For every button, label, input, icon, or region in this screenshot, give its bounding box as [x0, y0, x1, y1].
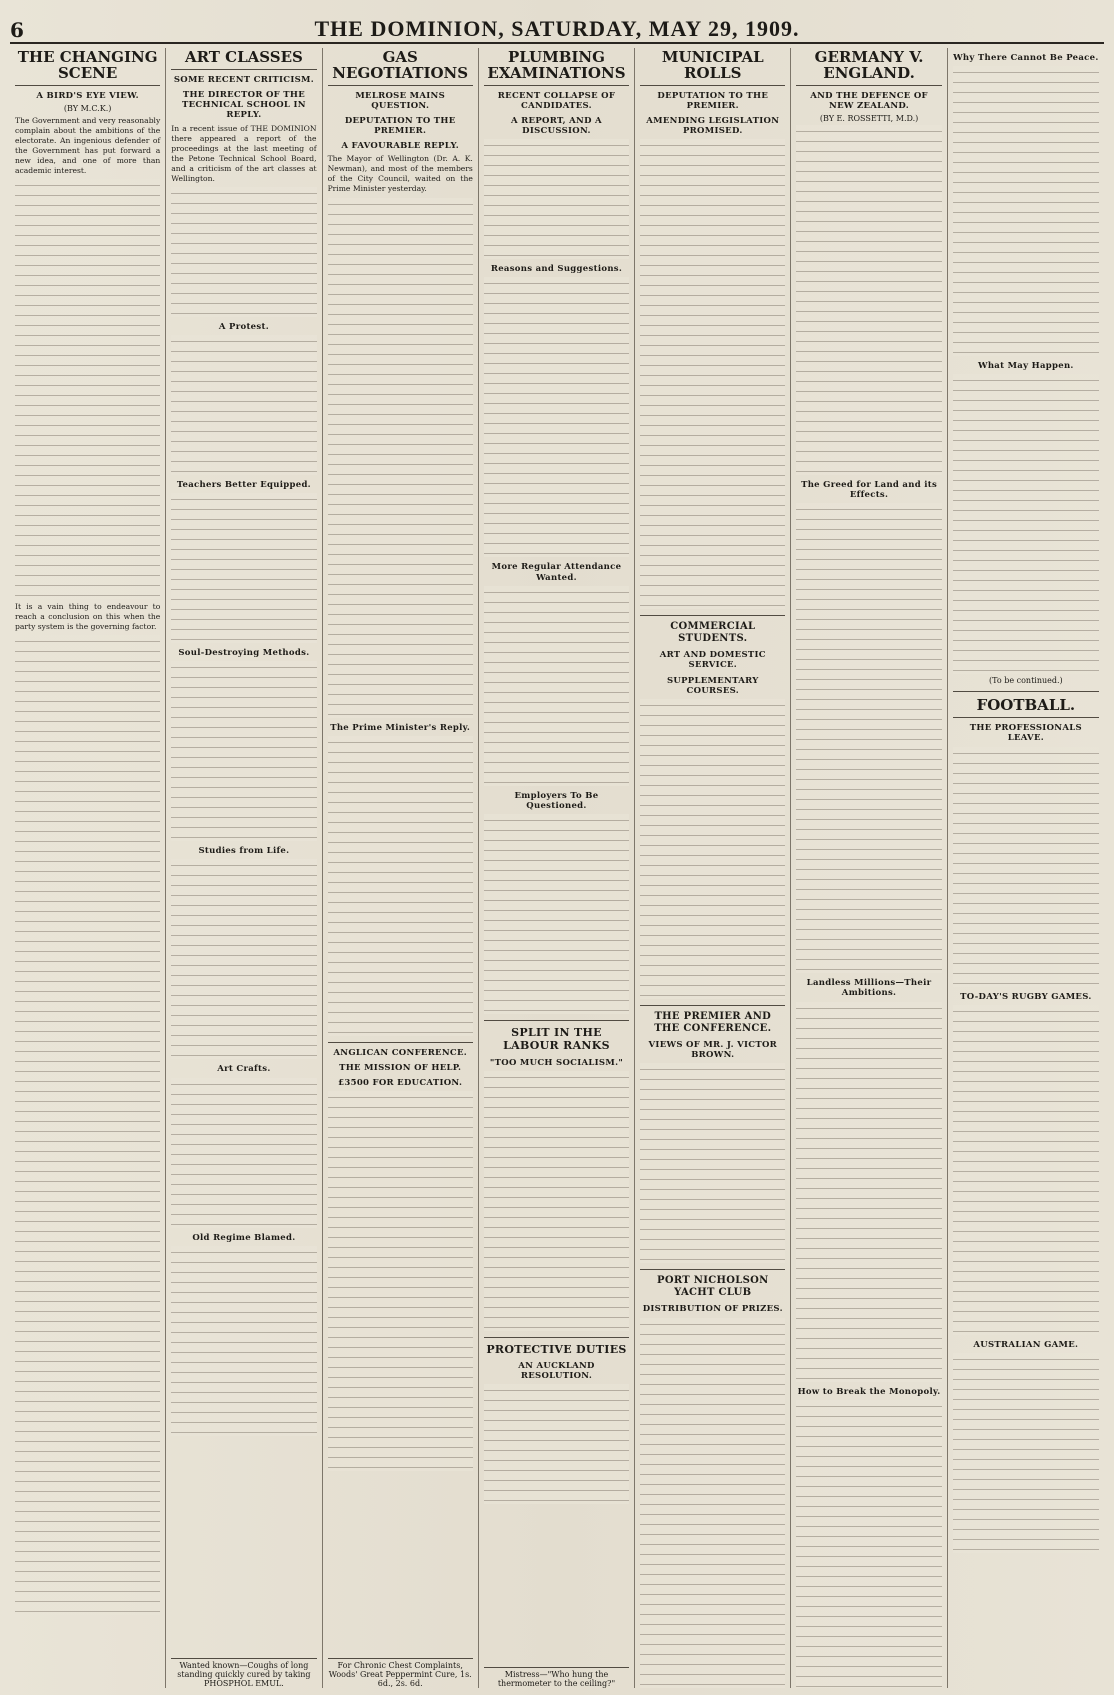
- column-art-classes: [166, 48, 322, 1688]
- column-municipal-rolls: [635, 48, 791, 1688]
- byline: (BY E. ROSSETTI, M.D.): [819, 113, 919, 123]
- masthead: [10, 8, 1104, 44]
- subheading: A Protest.: [218, 321, 269, 332]
- subheading: RECENT COLLAPSE OF CANDIDATES.: [497, 90, 616, 111]
- headline: FOOTBALL.: [953, 696, 1099, 718]
- advertisement: Mistress—"Who hung the thermometer to the ceiling?": [484, 1667, 629, 1688]
- article-columns: [10, 48, 1104, 1688]
- subheading: A REPORT, AND A DISCUSSION.: [511, 115, 602, 137]
- continued-note: (To be continued.): [989, 676, 1063, 686]
- subheading: SUPPLEMENTARY COURSES.: [666, 675, 759, 696]
- subheading: PROTECTIVE DUTIES: [486, 1342, 627, 1356]
- advertisement: Wanted known—Coughs of long standing quickly cured by taking PHOSPHOL EMUL.: [171, 1658, 316, 1688]
- subheading: A BIRD'S EYE VIEW.: [36, 90, 139, 101]
- subheading: THE PROFESSIONALS LEAVE.: [969, 723, 1082, 744]
- subheading: DEPUTATION TO THE PREMIER.: [344, 115, 456, 137]
- headline: GERMANY V. ENGLAND.: [796, 48, 941, 86]
- subheading: What May Happen.: [977, 361, 1074, 372]
- subheading: AND THE DEFENCE OF NEW ZEALAND.: [810, 90, 928, 111]
- subheading: Soul-Destroying Methods.: [178, 647, 310, 658]
- subheading: Landless Millions—Their Ambitions.: [806, 978, 932, 999]
- paragraph: It is a vain thing to endeavour to reach a conclusion on this when the party system is the governing factor.: [15, 601, 161, 631]
- column-football: [948, 48, 1104, 1688]
- paragraph: In a recent issue of THE DOMINION there appeared a report of the proceedings at the last meeting of the Petone Technical School Board, and a criticism of the art classes at Wellington.: [171, 123, 317, 183]
- subheading: DEPUTATION TO THE PREMIER.: [657, 90, 769, 111]
- subheading: £3500 FOR EDUCATION.: [338, 1078, 463, 1089]
- subheading: Why There Cannot Be Peace.: [953, 53, 1099, 63]
- subheading: AUSTRALIAN GAME.: [973, 1339, 1079, 1350]
- subheading: ART AND DOMESTIC SERVICE.: [659, 650, 766, 671]
- subheading: Art Crafts.: [217, 1064, 271, 1075]
- paragraph: The Government and very reasonably complain about the ambitions of the electorate. An ingenious defender of the Government has put forward a new idea, and one of more than academic interest.: [15, 115, 161, 175]
- headline: ART CLASSES: [171, 48, 316, 70]
- subheading: Old Regime Blamed.: [192, 1232, 296, 1243]
- subheading: SPLIT IN THE LABOUR RANKS: [503, 1026, 610, 1053]
- subheading: AMENDING LEGISLATION PROMISED.: [646, 115, 780, 137]
- page-number: 6: [10, 18, 24, 42]
- subheading: MELROSE MAINS QUESTION.: [355, 90, 446, 111]
- subheading: THE MISSION OF HELP.: [339, 1062, 462, 1073]
- column-plumbing-examinations: [479, 48, 635, 1688]
- column-gas-negotiations: [323, 48, 479, 1688]
- subheading: VIEWS OF MR. J. VICTOR BROWN.: [648, 1040, 778, 1061]
- subheading: DISTRIBUTION OF PRIZES.: [642, 1304, 783, 1315]
- headline: PLUMBING EXAMINATIONS: [484, 48, 629, 86]
- advertisement: For Chronic Chest Complaints, Woods' Great Peppermint Cure, 1s. 6d., 2s. 6d.: [328, 1658, 473, 1688]
- subheading: Reasons and Suggestions.: [490, 264, 623, 275]
- subheading: TO-DAY'S RUGBY GAMES.: [960, 991, 1092, 1002]
- subheading: THE PREMIER AND THE CONFERENCE.: [654, 1011, 772, 1034]
- subheading: AN AUCKLAND RESOLUTION.: [518, 1360, 595, 1382]
- subheading: PORT NICHOLSON YACHT CLUB: [657, 1275, 769, 1299]
- headline: THE CHANGING SCENE: [15, 48, 160, 86]
- subheading: The Greed for Land and its Effects.: [801, 479, 938, 501]
- headline: MUNICIPAL ROLLS: [640, 48, 785, 86]
- subheading: How to Break the Monopoly.: [797, 1386, 941, 1397]
- subheading: More Regular Attendance Wanted.: [491, 562, 622, 583]
- subheading: Studies from Life.: [198, 846, 290, 857]
- subheading: The Prime Minister's Reply.: [330, 722, 471, 733]
- headline: GAS NEGOTIATIONS: [328, 48, 473, 86]
- subheading: Teachers Better Equipped.: [176, 479, 311, 490]
- subheading: A FAVOURABLE REPLY.: [341, 141, 459, 152]
- subheading: "TOO MUCH SOCIALISM.": [489, 1057, 624, 1068]
- column-germany-england: [791, 48, 947, 1688]
- subheading: SOME RECENT CRITICISM.: [173, 74, 315, 85]
- byline: (BY M.C.K.): [63, 103, 112, 113]
- column-changing-scene: [10, 48, 166, 1688]
- subheading: ANGLICAN CONFERENCE.: [333, 1047, 468, 1058]
- newspaper-title: THE DOMINION, SATURDAY, MAY 29, 1909.: [314, 16, 800, 41]
- subheading: Employers To Be Questioned.: [514, 790, 599, 811]
- subheading: COMMERCIAL STUDENTS.: [670, 621, 756, 645]
- subheading: THE DIRECTOR OF THE TECHNICAL SCHOOL IN REPLY.: [182, 89, 306, 121]
- paragraph: The Mayor of Wellington (Dr. A. K. Newman), and most of the members of the City Council, waited on the Prime Minister yesterday.: [327, 154, 473, 194]
